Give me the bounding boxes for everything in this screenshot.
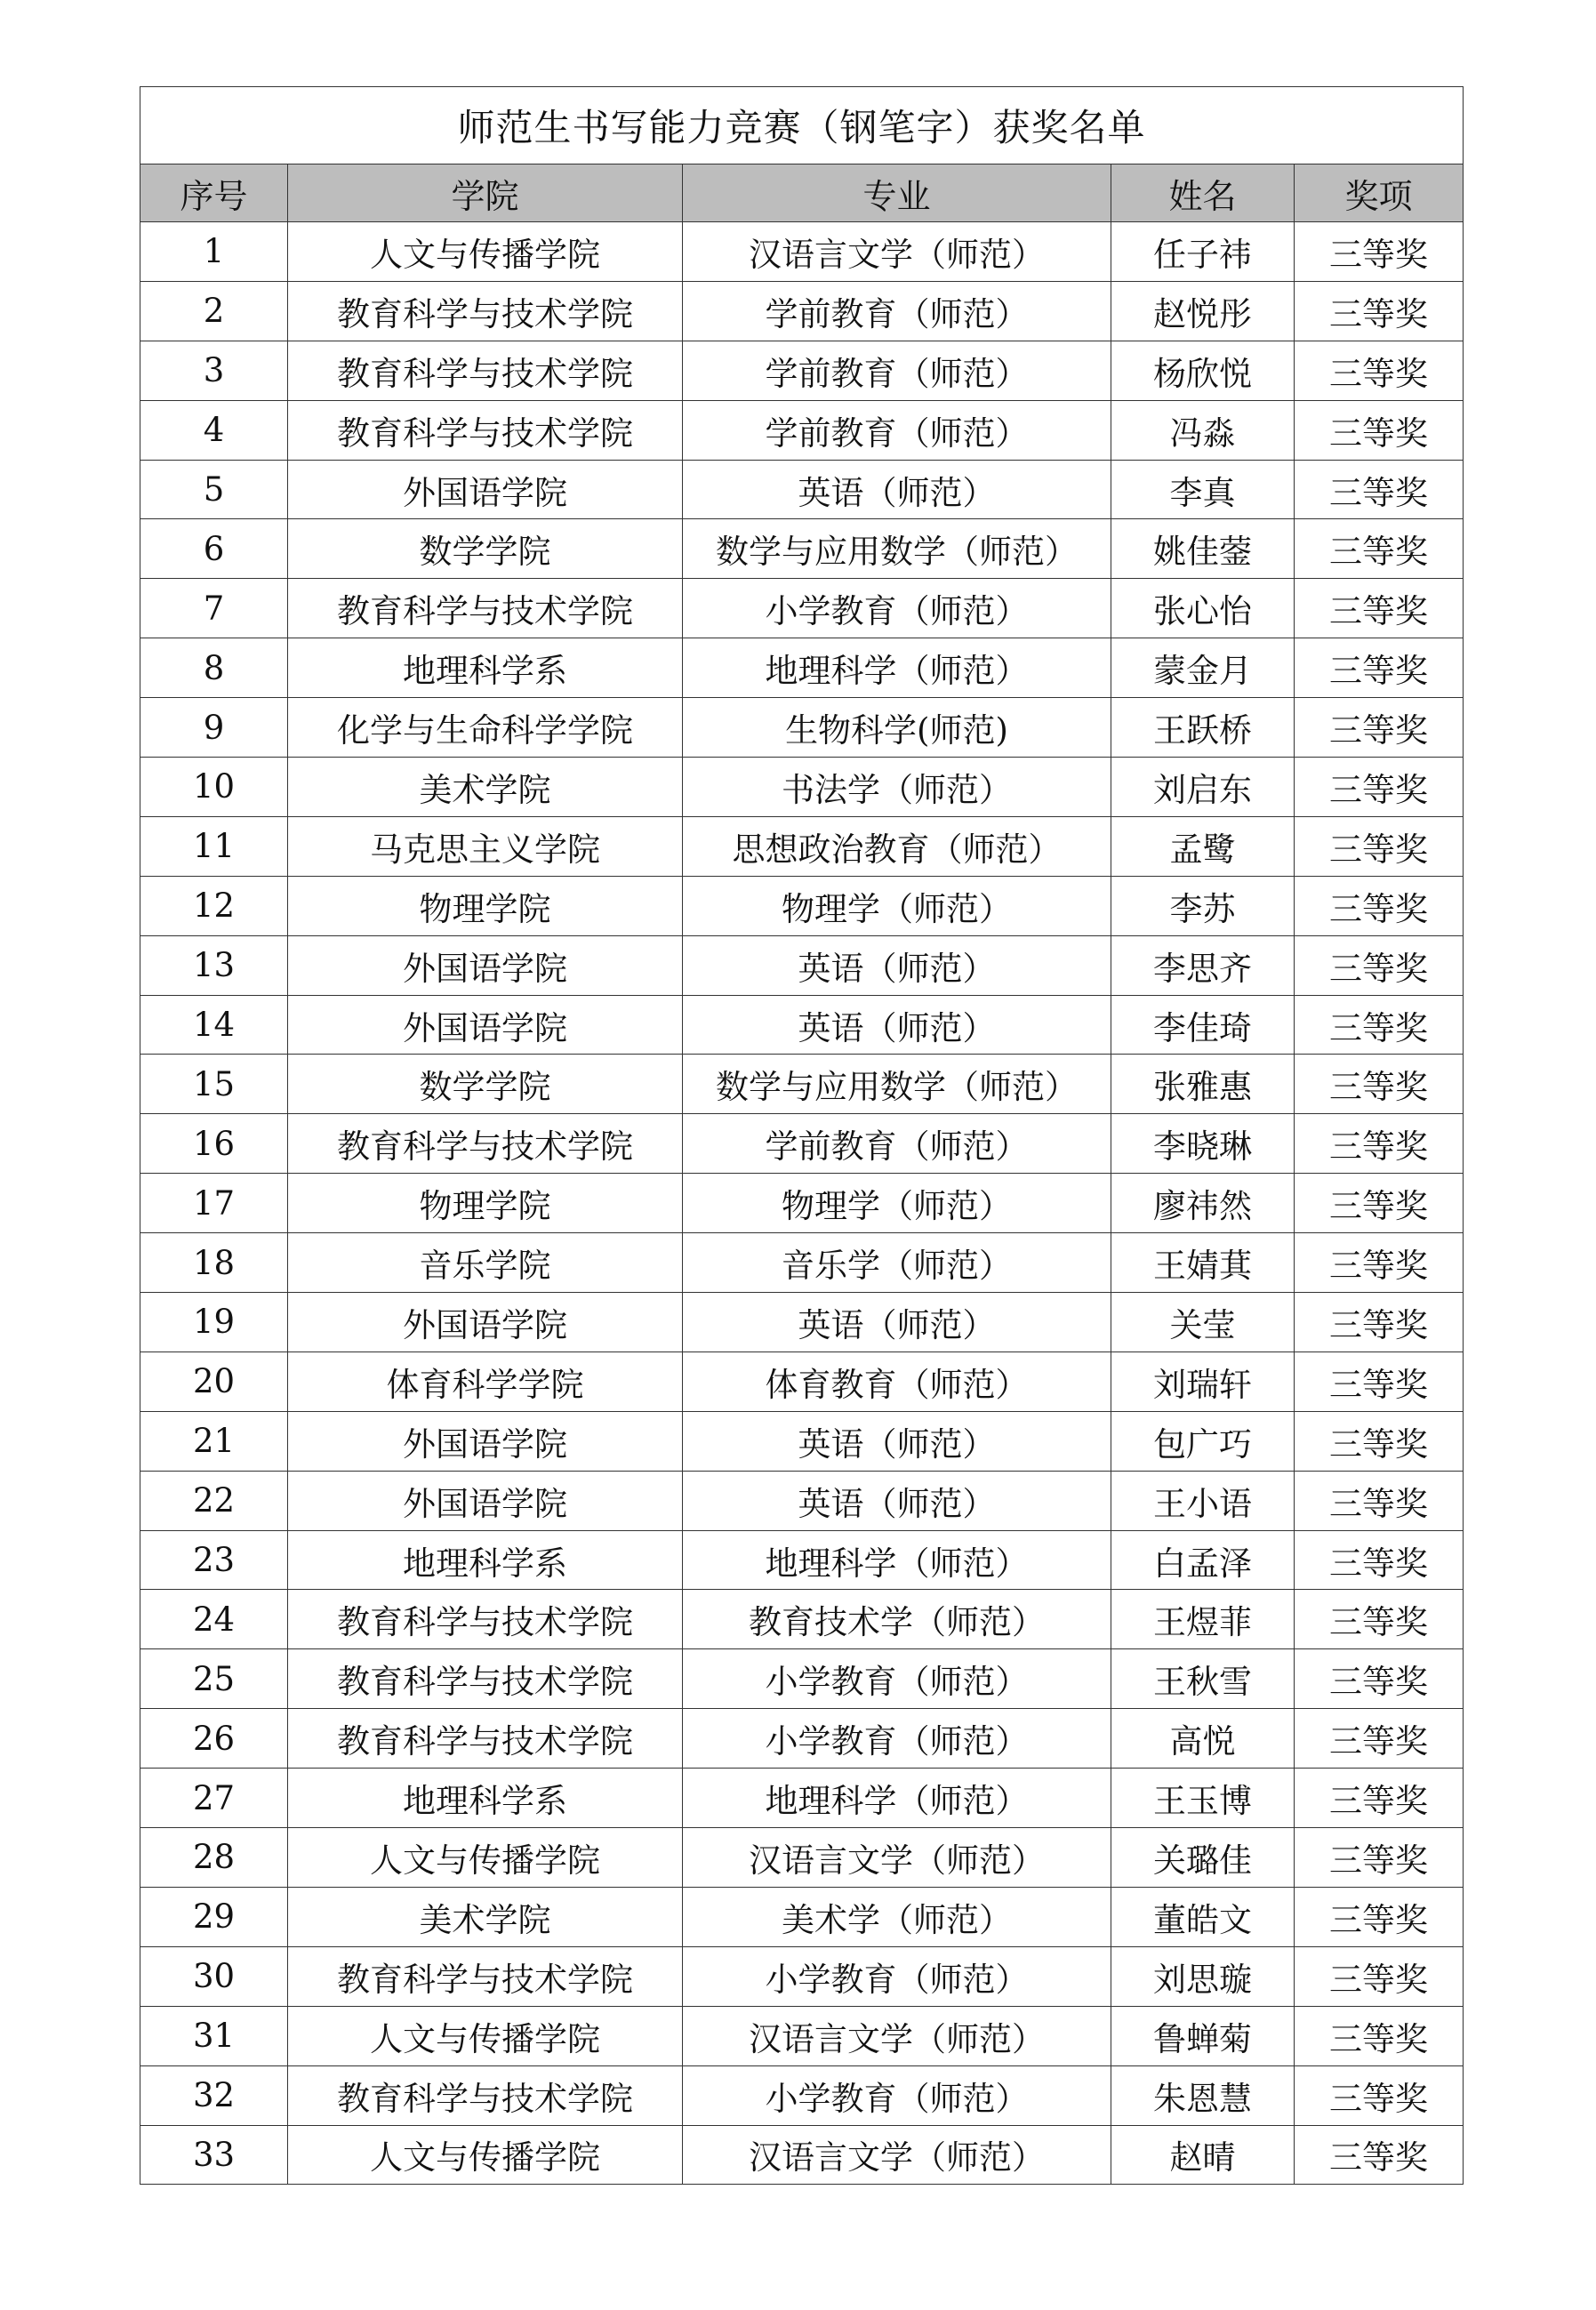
cell-index: 8 <box>140 638 288 698</box>
award-list-table <box>140 86 1464 2185</box>
cell-name: 王秋雪 <box>1111 1649 1295 1709</box>
cell-award: 三等奖 <box>1295 1769 1464 1828</box>
cell-award: 三等奖 <box>1295 2065 1464 2125</box>
cell-index: 4 <box>140 400 288 460</box>
table-row <box>140 1055 1464 1114</box>
cell-index: 7 <box>140 579 288 638</box>
cell-name: 王婧萁 <box>1111 1233 1295 1293</box>
cell-award: 三等奖 <box>1295 2125 1464 2185</box>
cell-college: 外国语学院 <box>288 1293 683 1352</box>
cell-major: 地理科学（师范） <box>683 638 1111 698</box>
cell-name: 廖祎然 <box>1111 1174 1295 1233</box>
table-row <box>140 579 1464 638</box>
cell-name: 张雅惠 <box>1111 1055 1295 1114</box>
header-major: 专业 <box>683 164 1111 222</box>
cell-major: 英语（师范） <box>683 460 1111 519</box>
cell-name: 杨欣悦 <box>1111 341 1295 400</box>
cell-college: 物理学院 <box>288 1174 683 1233</box>
cell-name: 王煜菲 <box>1111 1590 1295 1649</box>
header-row <box>140 164 1464 222</box>
cell-college: 外国语学院 <box>288 460 683 519</box>
cell-name: 刘启东 <box>1111 758 1295 817</box>
cell-college: 物理学院 <box>288 876 683 935</box>
cell-index: 24 <box>140 1590 288 1649</box>
cell-index: 10 <box>140 758 288 817</box>
cell-college: 教育科学与技术学院 <box>288 1709 683 1769</box>
cell-index: 12 <box>140 876 288 935</box>
cell-college: 美术学院 <box>288 1887 683 1946</box>
cell-award: 三等奖 <box>1295 1828 1464 1888</box>
cell-name: 李苏 <box>1111 876 1295 935</box>
cell-index: 31 <box>140 2006 288 2065</box>
header-name: 姓名 <box>1111 164 1295 222</box>
cell-name: 赵晴 <box>1111 2125 1295 2185</box>
cell-major: 学前教育（师范） <box>683 281 1111 341</box>
cell-college: 教育科学与技术学院 <box>288 1649 683 1709</box>
table-title: 师范生书写能力竞赛（钢笔字）获奖名单 <box>140 87 1464 164</box>
cell-major: 英语（师范） <box>683 995 1111 1055</box>
cell-college: 美术学院 <box>288 758 683 817</box>
cell-award: 三等奖 <box>1295 876 1464 935</box>
table-body <box>140 222 1464 2185</box>
cell-name: 白孟泽 <box>1111 1530 1295 1590</box>
cell-college: 教育科学与技术学院 <box>288 1590 683 1649</box>
cell-index: 3 <box>140 341 288 400</box>
cell-name: 李思齐 <box>1111 935 1295 995</box>
cell-major: 英语（师范） <box>683 1293 1111 1352</box>
cell-name: 王玉博 <box>1111 1769 1295 1828</box>
cell-award: 三等奖 <box>1295 460 1464 519</box>
cell-college: 人文与传播学院 <box>288 2125 683 2185</box>
cell-award: 三等奖 <box>1295 816 1464 876</box>
cell-award: 三等奖 <box>1295 222 1464 282</box>
cell-award: 三等奖 <box>1295 1530 1464 1590</box>
cell-name: 李佳琦 <box>1111 995 1295 1055</box>
cell-college: 教育科学与技术学院 <box>288 341 683 400</box>
table-row <box>140 1530 1464 1590</box>
cell-college: 地理科学系 <box>288 638 683 698</box>
cell-college: 马克思主义学院 <box>288 816 683 876</box>
cell-major: 美术学（师范） <box>683 1887 1111 1946</box>
table-row <box>140 222 1464 282</box>
table-row <box>140 1174 1464 1233</box>
cell-index: 27 <box>140 1769 288 1828</box>
cell-index: 30 <box>140 1946 288 2006</box>
table-row <box>140 460 1464 519</box>
cell-award: 三等奖 <box>1295 1946 1464 2006</box>
table-row <box>140 1233 1464 1293</box>
cell-name: 孟鹭 <box>1111 816 1295 876</box>
cell-name: 李晓琳 <box>1111 1114 1295 1174</box>
cell-college: 音乐学院 <box>288 1233 683 1293</box>
table-row <box>140 876 1464 935</box>
cell-major: 英语（师范） <box>683 1411 1111 1471</box>
cell-index: 28 <box>140 1828 288 1888</box>
cell-award: 三等奖 <box>1295 281 1464 341</box>
cell-college: 人文与传播学院 <box>288 2006 683 2065</box>
table-row <box>140 1114 1464 1174</box>
cell-name: 关莹 <box>1111 1293 1295 1352</box>
cell-award: 三等奖 <box>1295 1293 1464 1352</box>
cell-major: 英语（师范） <box>683 935 1111 995</box>
cell-name: 冯淼 <box>1111 400 1295 460</box>
cell-major: 体育教育（师范） <box>683 1352 1111 1411</box>
table-row <box>140 1411 1464 1471</box>
table-row <box>140 2125 1464 2185</box>
header-award: 奖项 <box>1295 164 1464 222</box>
table-row <box>140 281 1464 341</box>
table-row <box>140 1709 1464 1769</box>
cell-major: 学前教育（师范） <box>683 341 1111 400</box>
cell-college: 教育科学与技术学院 <box>288 2065 683 2125</box>
cell-award: 三等奖 <box>1295 1174 1464 1233</box>
table-row <box>140 816 1464 876</box>
cell-major: 汉语言文学（师范） <box>683 222 1111 282</box>
table-row <box>140 1590 1464 1649</box>
cell-major: 汉语言文学（师范） <box>683 2006 1111 2065</box>
cell-index: 9 <box>140 698 288 758</box>
table-row <box>140 1946 1464 2006</box>
cell-index: 20 <box>140 1352 288 1411</box>
table-row <box>140 935 1464 995</box>
cell-college: 教育科学与技术学院 <box>288 400 683 460</box>
cell-major: 生物科学(师范) <box>683 698 1111 758</box>
cell-name: 张心怡 <box>1111 579 1295 638</box>
cell-award: 三等奖 <box>1295 1471 1464 1530</box>
table-row <box>140 1293 1464 1352</box>
cell-index: 29 <box>140 1887 288 1946</box>
cell-award: 三等奖 <box>1295 1233 1464 1293</box>
cell-index: 32 <box>140 2065 288 2125</box>
table-row <box>140 1828 1464 1888</box>
cell-major: 小学教育（师范） <box>683 2065 1111 2125</box>
cell-index: 18 <box>140 1233 288 1293</box>
cell-award: 三等奖 <box>1295 758 1464 817</box>
cell-name: 王跃桥 <box>1111 698 1295 758</box>
table-row <box>140 2065 1464 2125</box>
table-row <box>140 1769 1464 1828</box>
cell-college: 化学与生命科学学院 <box>288 698 683 758</box>
cell-major: 音乐学（师范） <box>683 1233 1111 1293</box>
cell-major: 小学教育（师范） <box>683 1709 1111 1769</box>
cell-index: 15 <box>140 1055 288 1114</box>
table-row <box>140 995 1464 1055</box>
cell-name: 姚佳蓥 <box>1111 519 1295 579</box>
cell-name: 王小语 <box>1111 1471 1295 1530</box>
cell-index: 2 <box>140 281 288 341</box>
table-row <box>140 638 1464 698</box>
cell-name: 李真 <box>1111 460 1295 519</box>
cell-name: 高悦 <box>1111 1709 1295 1769</box>
cell-major: 学前教育（师范） <box>683 400 1111 460</box>
cell-college: 外国语学院 <box>288 935 683 995</box>
cell-index: 26 <box>140 1709 288 1769</box>
cell-name: 刘思璇 <box>1111 1946 1295 2006</box>
cell-award: 三等奖 <box>1295 519 1464 579</box>
table-row <box>140 2006 1464 2065</box>
header-index: 序号 <box>140 164 288 222</box>
table-row <box>140 1887 1464 1946</box>
cell-index: 33 <box>140 2125 288 2185</box>
table-row <box>140 1352 1464 1411</box>
cell-college: 数学学院 <box>288 1055 683 1114</box>
cell-award: 三等奖 <box>1295 1352 1464 1411</box>
cell-award: 三等奖 <box>1295 1709 1464 1769</box>
cell-index: 13 <box>140 935 288 995</box>
cell-major: 小学教育（师范） <box>683 1946 1111 2006</box>
cell-name: 刘瑞轩 <box>1111 1352 1295 1411</box>
cell-college: 教育科学与技术学院 <box>288 281 683 341</box>
cell-major: 思想政治教育（师范） <box>683 816 1111 876</box>
cell-name: 任子祎 <box>1111 222 1295 282</box>
cell-index: 17 <box>140 1174 288 1233</box>
cell-college: 外国语学院 <box>288 995 683 1055</box>
cell-major: 汉语言文学（师范） <box>683 2125 1111 2185</box>
cell-name: 董皓文 <box>1111 1887 1295 1946</box>
cell-award: 三等奖 <box>1295 400 1464 460</box>
table-row <box>140 1649 1464 1709</box>
cell-award: 三等奖 <box>1295 1114 1464 1174</box>
cell-award: 三等奖 <box>1295 698 1464 758</box>
cell-major: 数学与应用数学（师范） <box>683 519 1111 579</box>
cell-college: 地理科学系 <box>288 1769 683 1828</box>
table-row <box>140 1471 1464 1530</box>
cell-award: 三等奖 <box>1295 579 1464 638</box>
cell-award: 三等奖 <box>1295 1411 1464 1471</box>
cell-index: 6 <box>140 519 288 579</box>
table-row <box>140 519 1464 579</box>
cell-index: 21 <box>140 1411 288 1471</box>
cell-name: 赵悦彤 <box>1111 281 1295 341</box>
title-row <box>140 87 1464 164</box>
cell-major: 地理科学（师范） <box>683 1530 1111 1590</box>
cell-major: 地理科学（师范） <box>683 1769 1111 1828</box>
cell-award: 三等奖 <box>1295 341 1464 400</box>
cell-index: 19 <box>140 1293 288 1352</box>
cell-award: 三等奖 <box>1295 1887 1464 1946</box>
cell-name: 鲁蝉菊 <box>1111 2006 1295 2065</box>
cell-major: 小学教育（师范） <box>683 579 1111 638</box>
cell-index: 23 <box>140 1530 288 1590</box>
cell-name: 包广巧 <box>1111 1411 1295 1471</box>
cell-college: 外国语学院 <box>288 1471 683 1530</box>
cell-name: 朱恩慧 <box>1111 2065 1295 2125</box>
cell-award: 三等奖 <box>1295 2006 1464 2065</box>
table-row <box>140 341 1464 400</box>
cell-award: 三等奖 <box>1295 995 1464 1055</box>
cell-name: 关璐佳 <box>1111 1828 1295 1888</box>
cell-college: 人文与传播学院 <box>288 1828 683 1888</box>
cell-name: 蒙金月 <box>1111 638 1295 698</box>
cell-college: 体育科学学院 <box>288 1352 683 1411</box>
header-college: 学院 <box>288 164 683 222</box>
cell-major: 汉语言文学（师范） <box>683 1828 1111 1888</box>
cell-college: 数学学院 <box>288 519 683 579</box>
cell-index: 11 <box>140 816 288 876</box>
cell-major: 教育技术学（师范） <box>683 1590 1111 1649</box>
cell-college: 地理科学系 <box>288 1530 683 1590</box>
cell-major: 物理学（师范） <box>683 876 1111 935</box>
cell-award: 三等奖 <box>1295 1590 1464 1649</box>
cell-college: 教育科学与技术学院 <box>288 1946 683 2006</box>
table-row <box>140 400 1464 460</box>
cell-award: 三等奖 <box>1295 1055 1464 1114</box>
table-row <box>140 698 1464 758</box>
cell-college: 人文与传播学院 <box>288 222 683 282</box>
cell-major: 英语（师范） <box>683 1471 1111 1530</box>
cell-award: 三等奖 <box>1295 638 1464 698</box>
cell-index: 16 <box>140 1114 288 1174</box>
cell-major: 数学与应用数学（师范） <box>683 1055 1111 1114</box>
cell-index: 5 <box>140 460 288 519</box>
cell-major: 学前教育（师范） <box>683 1114 1111 1174</box>
cell-college: 外国语学院 <box>288 1411 683 1471</box>
cell-index: 25 <box>140 1649 288 1709</box>
cell-major: 书法学（师范） <box>683 758 1111 817</box>
cell-index: 14 <box>140 995 288 1055</box>
cell-index: 22 <box>140 1471 288 1530</box>
cell-major: 物理学（师范） <box>683 1174 1111 1233</box>
cell-major: 小学教育（师范） <box>683 1649 1111 1709</box>
cell-award: 三等奖 <box>1295 1649 1464 1709</box>
cell-index: 1 <box>140 222 288 282</box>
cell-award: 三等奖 <box>1295 935 1464 995</box>
cell-college: 教育科学与技术学院 <box>288 1114 683 1174</box>
cell-college: 教育科学与技术学院 <box>288 579 683 638</box>
table-row <box>140 758 1464 817</box>
